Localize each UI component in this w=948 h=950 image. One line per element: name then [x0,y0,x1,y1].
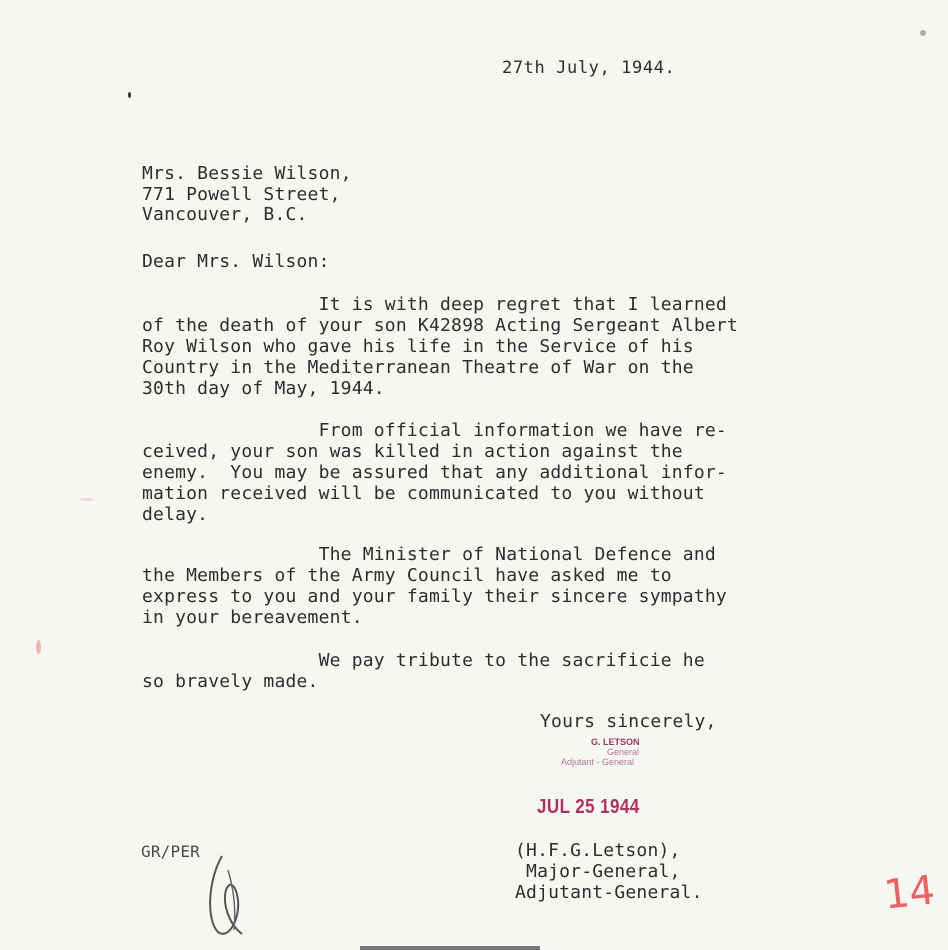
stamp-line: G. LETSON [591,737,640,747]
paper-mark [36,640,41,654]
closing: Yours sincerely, [540,711,717,732]
paragraph: The Minister of National Defence and the Members of the Army Council have asked me to express to you and your family their sincere sympathy in your bereavement. [142,544,727,628]
signature-line: Adjutant-General. [515,882,703,903]
signature-line: (H.F.G.Letson), [515,840,681,861]
stamp-line: General [607,747,640,757]
address-line: 771 Powell Street, [142,183,341,205]
paragraph: It is with deep regret that I learned of the death of your son K42898 Acting Sergeant Albert Roy Wilson who gave his life in the Service of his Country in the Mediterranean Theatre of War on the 30th day of May, 1944. [142,294,738,399]
signature-line: Major-General, [515,861,681,882]
signature-block [515,840,703,903]
page-number: 14 [881,867,938,919]
paper-mark [920,30,926,36]
salutation: Dear Mrs. Wilson: [142,251,330,272]
scan-edge [360,946,540,950]
paper-mark [128,92,131,98]
stamp-line: Adjutant - General [561,757,635,767]
paragraph: We pay tribute to the sacrificie he so bravely made. [142,650,705,692]
address-line: Mrs. Bessie Wilson, [142,163,352,184]
signature-stamp [555,737,640,767]
reference-initials: GR/PER [141,842,200,861]
handwritten-mark-icon [200,850,260,940]
recipient-address [142,164,352,226]
received-date-stamp: JUL 25 1944 [537,796,640,818]
address-line: Vancouver, B.C. [142,204,308,225]
letter-date: 27th July, 1944. [502,58,676,78]
paper-mark [80,498,94,501]
paragraph: From official information we have re- ceived, your son was killed in action against the enemy. You may be assured that any additional infor- mation received will be communicated to you without delay. [142,420,727,525]
